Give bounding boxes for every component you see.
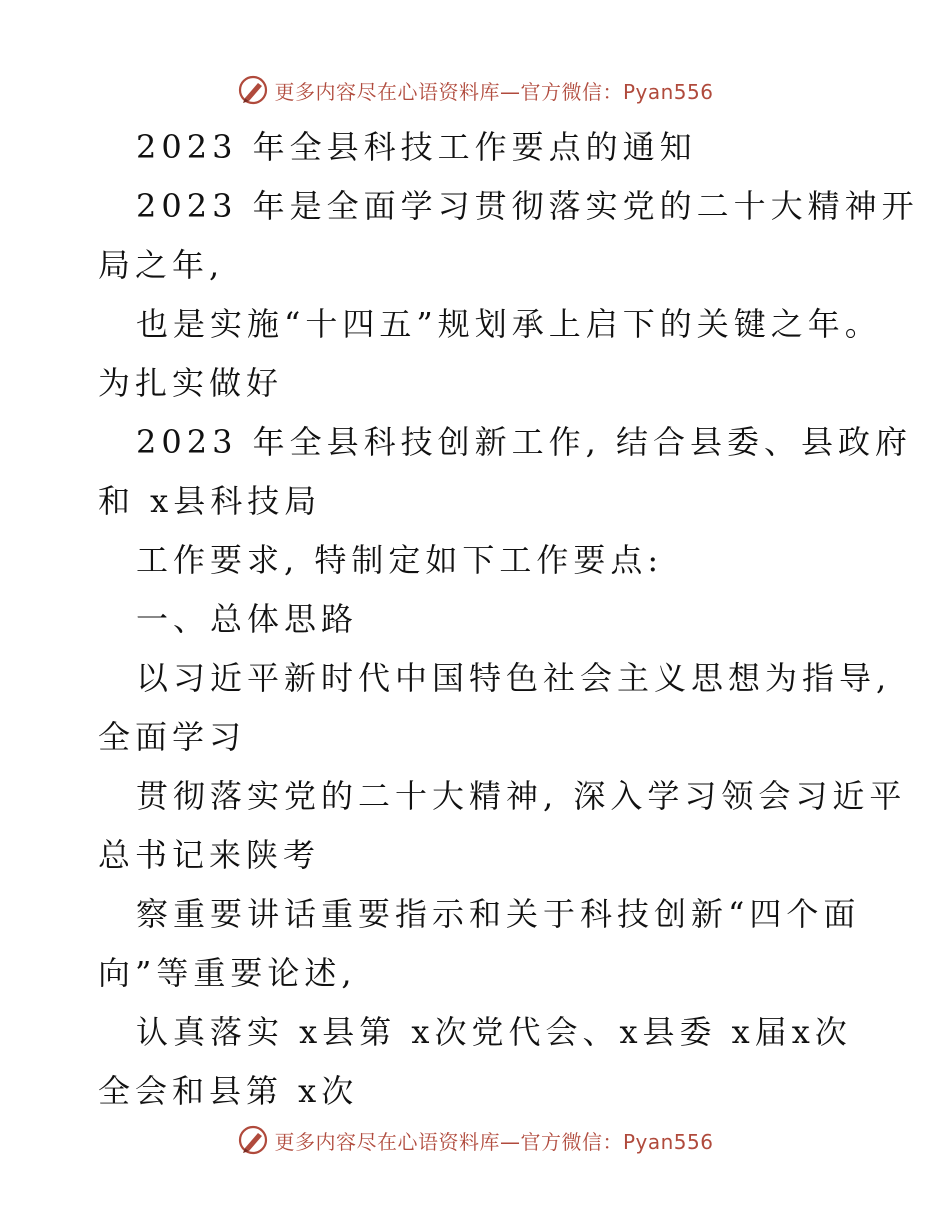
- paragraph-line: 总书记来陕考: [98, 836, 321, 874]
- footer-banner: [0, 1120, 950, 1160]
- pen-logo-icon: [236, 73, 270, 107]
- paragraph-line: 也是实施“十四五”规划承上启下的关键之年。: [136, 305, 882, 343]
- paragraph-line: 为扎实做好: [98, 364, 284, 402]
- paragraph-line: 2023 年全县科技创新工作, 结合县委、县政府: [136, 423, 912, 461]
- paragraph-line: 向”等重要论述,: [98, 954, 357, 992]
- paragraph-line: 全会和县第 x次: [98, 1072, 359, 1110]
- paragraph-line: 2023 年是全面学习贯彻落实党的二十大精神开: [136, 187, 919, 225]
- paragraph-line: 全面学习: [98, 718, 247, 756]
- header-banner-text: 更多内容尽在心语资料库—官方微信：Pyan556: [274, 79, 714, 104]
- section-heading: 一、总体思路: [136, 600, 359, 638]
- paragraph-line: 局之年,: [98, 246, 225, 284]
- paragraph-line: 工作要求, 特制定如下工作要点:: [136, 541, 664, 579]
- paragraph-line: 贯彻落实党的二十大精神, 深入学习领会习近平: [136, 777, 907, 815]
- doc-title: 2023 年全县科技工作要点的通知: [136, 128, 697, 166]
- paragraph-line: 察重要讲话重要指示和关于科技创新“四个面: [136, 895, 861, 933]
- footer-banner-text: 更多内容尽在心语资料库—官方微信：Pyan556: [274, 1129, 714, 1154]
- paragraph-line: 认真落实 x县第 x次党代会、x县委 x届x次: [136, 1013, 852, 1051]
- header-banner: [0, 70, 950, 110]
- pen-logo-icon: [236, 1123, 270, 1157]
- paragraph-line: 以习近平新时代中国特色社会主义思想为指导,: [136, 659, 892, 697]
- document-body: [98, 118, 919, 1121]
- paragraph-line: 和 x县科技局: [98, 482, 322, 520]
